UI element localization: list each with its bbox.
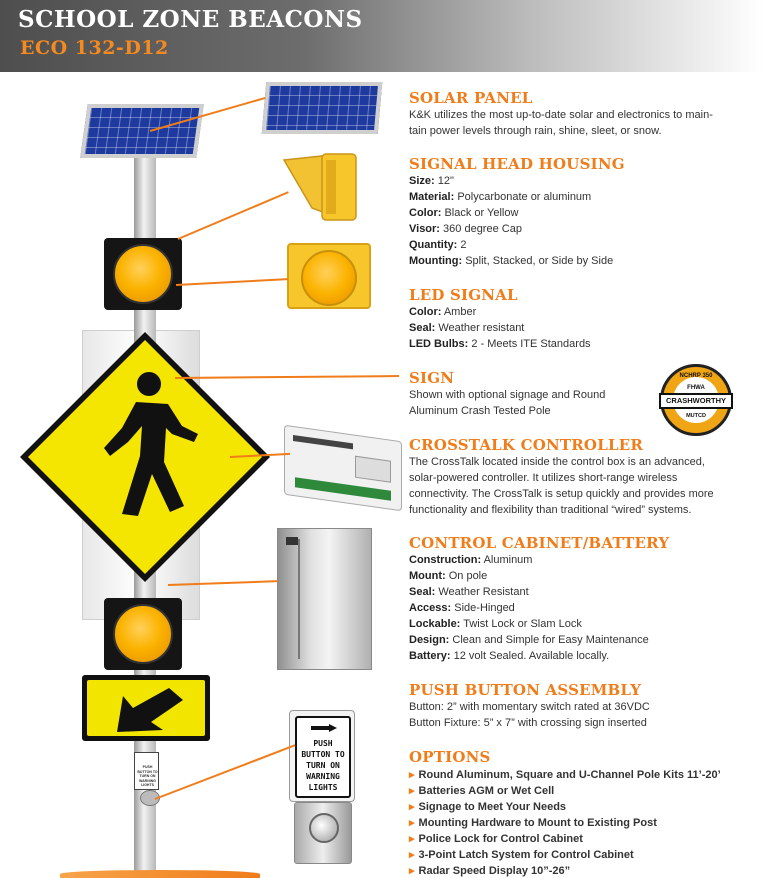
push-button-fixture [289, 710, 355, 802]
bullet-arrow-icon: ▸ [409, 817, 415, 829]
bullet-arrow-icon: ▸ [409, 865, 415, 877]
spec-row: Access: Side-Hinged [409, 602, 515, 614]
footer-accent [60, 870, 260, 878]
text-line: Shown with optional signage and Round [409, 389, 606, 401]
model-number: ECO 132-D12 [20, 37, 169, 59]
badge-bottom-text: MUTCD [686, 413, 706, 419]
diagonal-arrow-sign [82, 675, 210, 741]
crosstalk-controller-unit [284, 425, 402, 512]
amber-lens [113, 244, 173, 304]
push-button-body [409, 699, 650, 731]
list-item: ▸ Mounting Hardware to Mount to Existing Post [409, 817, 657, 829]
control-cabinet [277, 528, 372, 670]
spec-row: Visor: 360 degree Cap [409, 223, 522, 235]
yellow-signal-housing [287, 243, 371, 309]
bullet-arrow-icon: ▸ [409, 801, 415, 813]
text-line: solar-powered controller. It utilizes short-range wireless [409, 472, 678, 484]
callout-line [178, 191, 289, 240]
solar-panel-heading: SOLAR PANEL [409, 89, 533, 107]
spec-row: Seal: Weather resistant [409, 322, 525, 334]
callout-line [176, 278, 288, 286]
sign-body [409, 387, 605, 419]
control-cabinet-heading: CONTROL CABINET/BATTERY [409, 534, 670, 552]
bullet-arrow-icon: ▸ [409, 785, 415, 797]
text-line: tain power levels through rain, shine, sleet, or snow. [409, 125, 662, 137]
list-item: ▸ Round Aluminum, Square and U-Channel Pole Kits 11’-20’ [409, 769, 721, 781]
crashworthy-badge [660, 364, 732, 436]
bullet-arrow-icon: ▸ [409, 833, 415, 845]
spec-row: Color: Black or Yellow [409, 207, 519, 219]
visor-housing-detail [282, 150, 362, 226]
arrow-icon [87, 680, 205, 736]
page-title: SCHOOL ZONE BEACONS [18, 6, 363, 33]
solar-panel-detail [262, 82, 383, 134]
text-line: functionality and flexibility than traditional “wired” systems. [409, 504, 692, 516]
amber-lens [301, 250, 357, 306]
text-line: K&K utilizes the most up-to-date solar and electronics to main- [409, 109, 713, 121]
badge-top-text: NCHRP 350 [679, 373, 713, 379]
spec-row: LED Bulbs: 2 - Meets ITE Standards [409, 338, 591, 350]
list-item: ▸ 3-Point Latch System for Control Cabinet [409, 849, 634, 861]
sign-heading: SIGN [409, 369, 455, 387]
header-banner [0, 0, 763, 72]
spec-row: Construction: Aluminum [409, 554, 533, 566]
bullet-arrow-icon: ▸ [409, 849, 415, 861]
solar-panel-mounted [80, 104, 204, 158]
text-line: Aluminum Crash Tested Pole [409, 405, 551, 417]
spec-row: Design: Clean and Simple for Easy Maintenance [409, 634, 649, 646]
amber-lens [113, 604, 173, 664]
spec-row: Color: Amber [409, 306, 477, 318]
list-item: ▸ Batteries AGM or Wet Cell [409, 785, 555, 797]
small-push-text: PUSH BUTTON TO TURN ON WARNING LIGHTS [137, 765, 158, 787]
spec-row: Mount: On pole [409, 570, 488, 582]
led-signal-heading: LED SIGNAL [409, 286, 518, 304]
spec-row: Seal: Weather Resistant [409, 586, 529, 598]
text-line: Button: 2” with momentary switch rated at 36VDC [409, 701, 650, 713]
push-button-base [294, 802, 352, 864]
small-push-button-sign [134, 752, 159, 790]
list-item: ▸ Police Lock for Control Cabinet [409, 833, 583, 845]
badge-band-text: CRASHWORTHY [659, 393, 733, 409]
callout-line [155, 744, 296, 800]
hand-pointer-icon [309, 722, 339, 734]
push-button-heading: PUSH BUTTON ASSEMBLY [409, 681, 642, 699]
text-line: connectivity. The CrossTalk is setup quickly and provides more [409, 488, 714, 500]
spec-row: Material: Polycarbonate or aluminum [409, 191, 592, 203]
text-line: The CrossTalk located inside the control box is an advanced, [409, 456, 705, 468]
spec-row: Mounting: Split, Stacked, or Side by Side [409, 255, 614, 267]
signal-head-housing-heading: SIGNAL HEAD HOUSING [409, 155, 625, 173]
bullet-arrow-icon: ▸ [409, 769, 415, 781]
options-heading: OPTIONS [409, 748, 491, 766]
solar-panel-body [409, 107, 713, 139]
push-sign-text: PUSH BUTTON TO TURN ON WARNING LIGHTS [301, 739, 345, 792]
spec-row: Battery: 12 volt Sealed. Available locally. [409, 650, 610, 662]
list-item: ▸ Radar Speed Display 10”-26” [409, 865, 571, 877]
options-list [409, 767, 721, 878]
spec-row: Quantity: 2 [409, 239, 467, 251]
text-line: Button Fixture: 5” x 7” with crossing sign inserted [409, 717, 647, 729]
list-item: ▸ Signage to Meet Your Needs [409, 801, 567, 813]
signal-head-housing-specs [409, 173, 613, 269]
led-signal-specs [409, 304, 591, 352]
control-cabinet-specs [409, 552, 649, 664]
spec-row: Size: 12" [409, 175, 454, 187]
signal-head-upper [104, 238, 182, 310]
badge-mark-text: FHWA [687, 385, 705, 391]
crosstalk-heading: CROSSTALK CONTROLLER [409, 436, 643, 454]
crosstalk-body [409, 454, 714, 518]
spec-row: Lockable: Twist Lock or Slam Lock [409, 618, 582, 630]
signal-head-lower [104, 598, 182, 670]
